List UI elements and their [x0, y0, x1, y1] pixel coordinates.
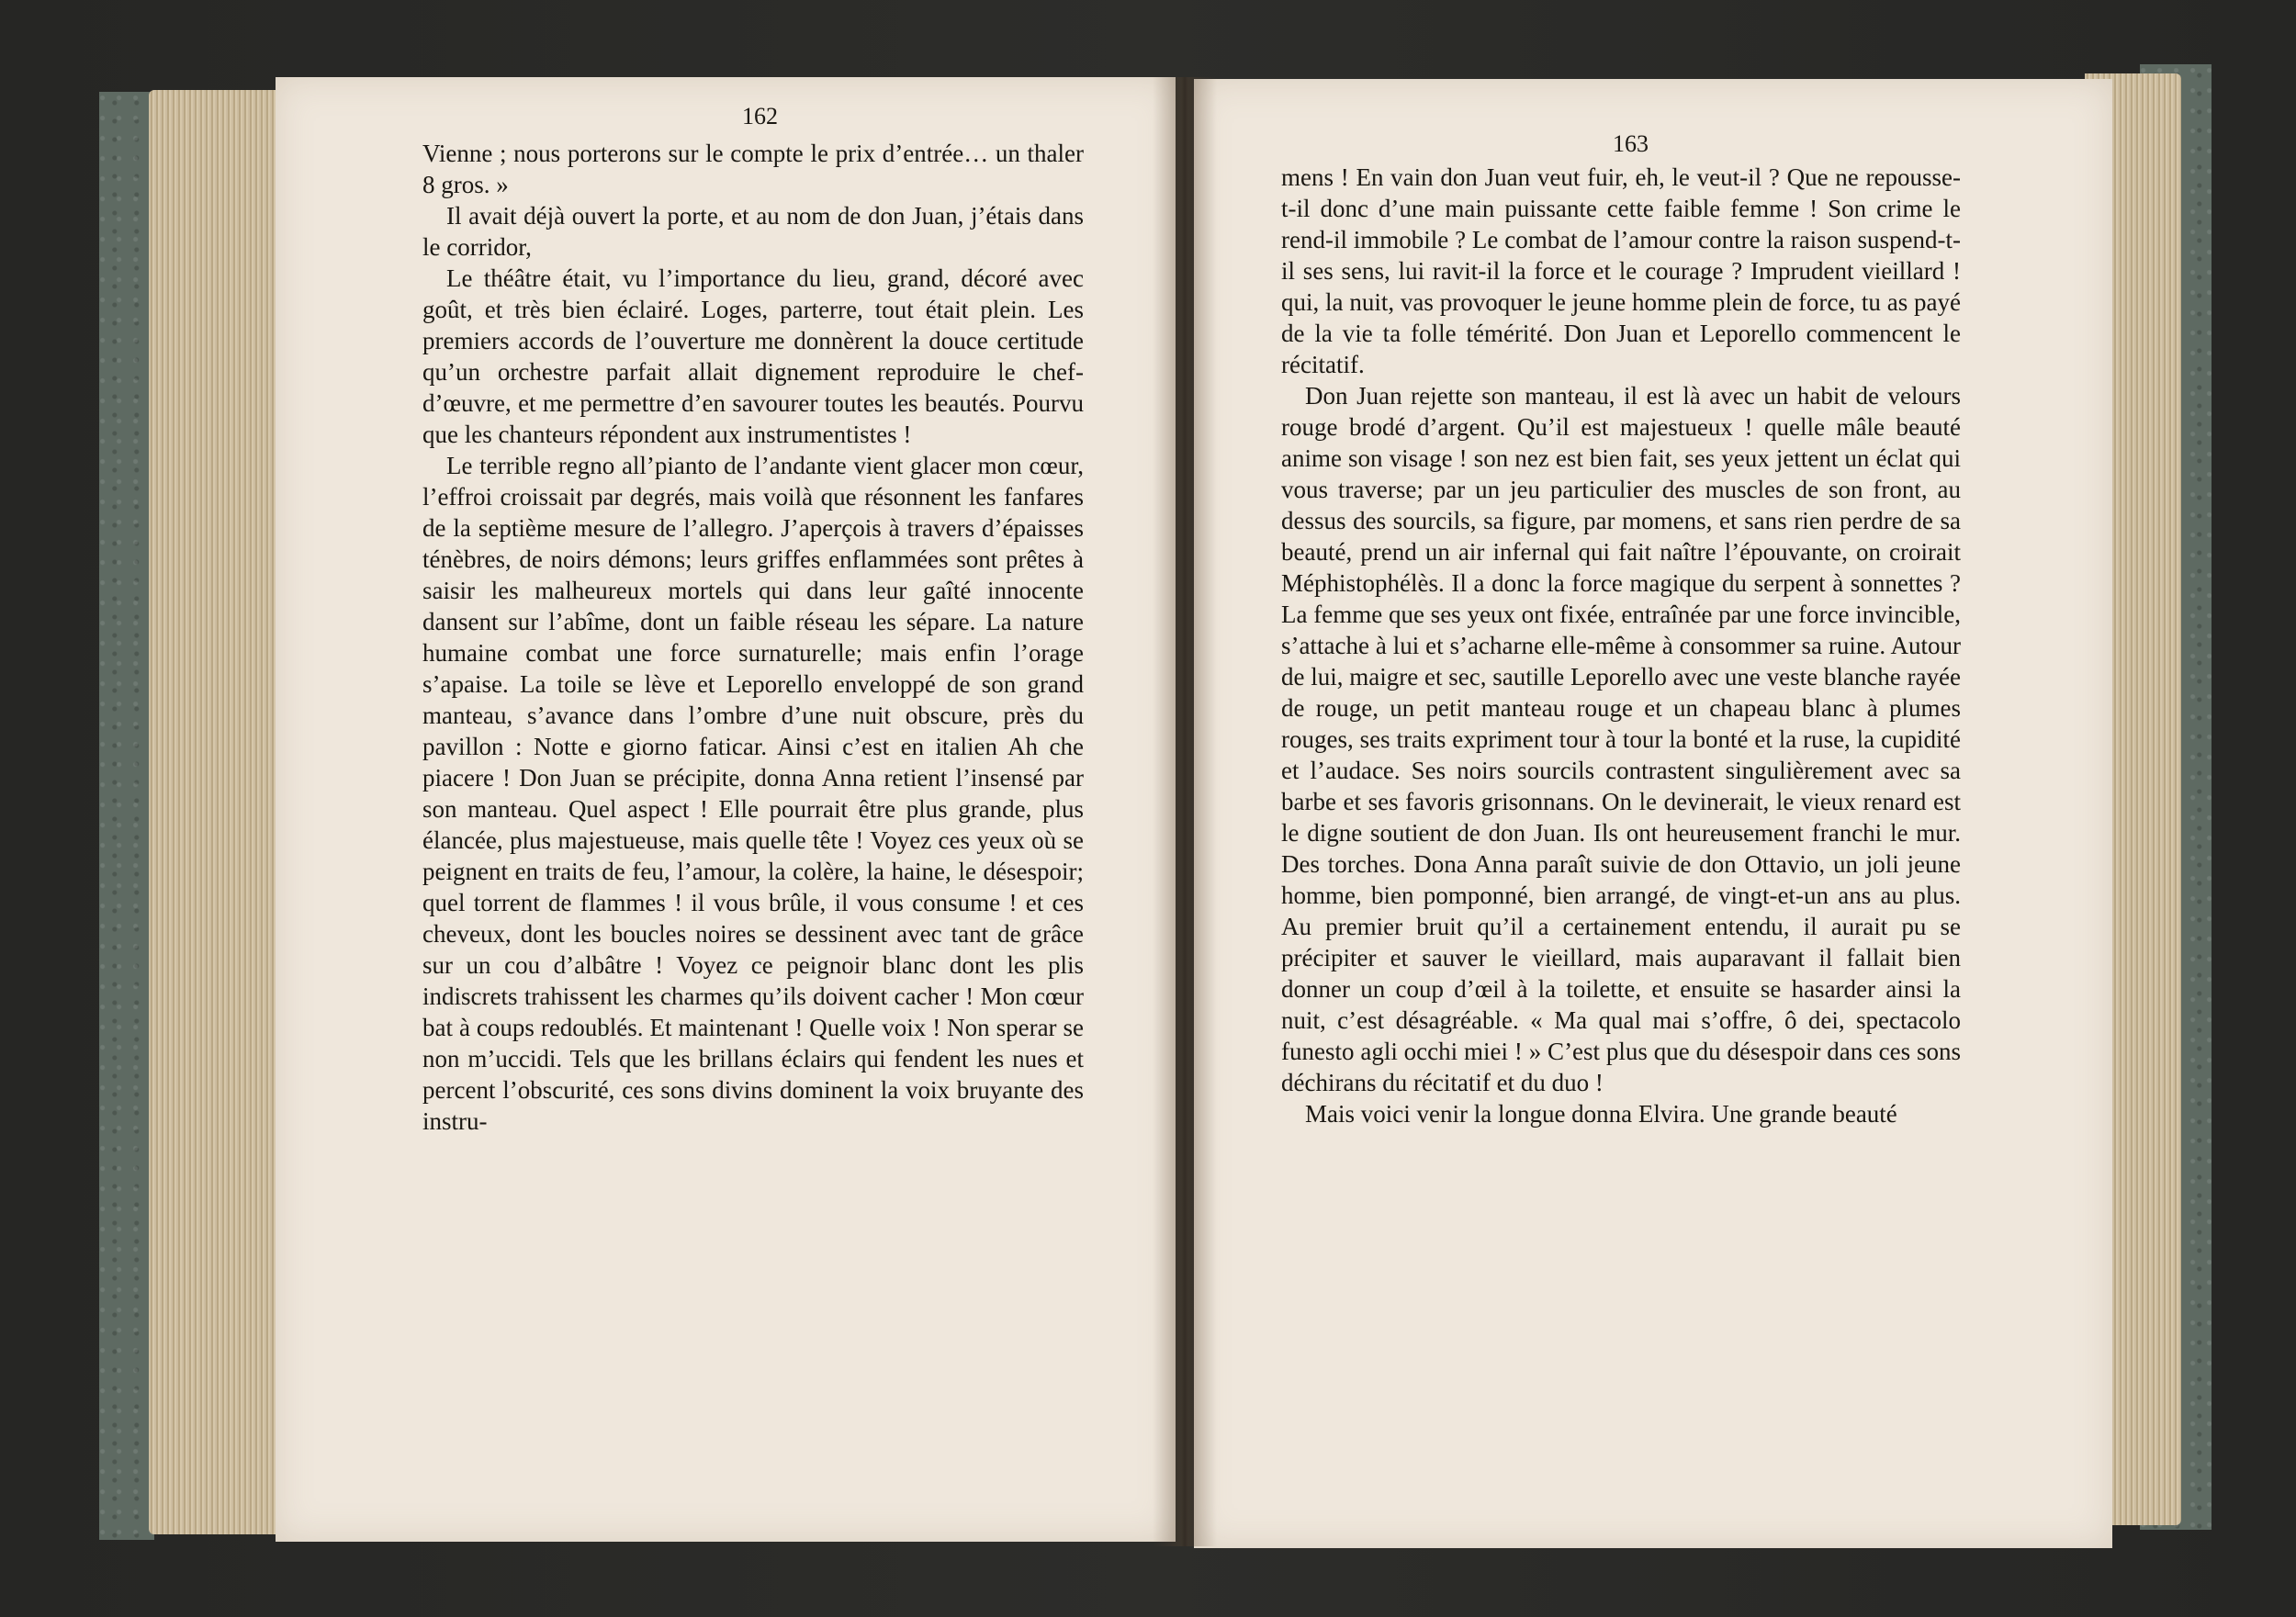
book-cover-left [99, 92, 154, 1540]
paragraph: Mais voici venir la longue donna Elvira. Une grande beauté [1305, 1100, 1897, 1128]
book-gutter [1153, 77, 1217, 1546]
paragraph: Vienne ; nous porterons sur le compte le prix d’entrée… un thaler 8 gros. » [422, 140, 1084, 198]
paragraph: mens ! En vain don Juan veut fuir, eh, le veut-il ? Que ne repousse-t-il donc d’une main puissante cette faible femme ! Son crime le rend-il immobile ? Le combat de l’amour contre la raison suspend-t-il ses sens, lui ravit-il la force et le courage ? Imprudent vieillard ! qui, la nuit, vas provoquer le jeune homme plein de force, tu as payé de la vie ta folle témérité. Don Juan et Leporello commencent le récitatif. [1281, 163, 1961, 378]
paragraph: Don Juan rejette son manteau, il est là avec un habit de velours rouge brodé d’argent. Qu’il est majestueux ! quelle mâle beauté anime son visage ! son nez est bien fait, ses yeux jettent un éclat qui vous traverse; par un jeu particulier des muscles de son front, au dessus des sourcils, sa figure, par momens, et sans rien perdre de sa beauté, prend un air infernal qui fait naître l’épouvante, on croirait Méphistophélès. Il a donc la force magique du serpent à sonnettes ? La femme que ses yeux ont fixée, entraînée par une force invincible, s’attache à lui et s’acharne elle-même à consommer sa ruine. Autour de lui, maigre et sec, sautille Leporello avec une veste blanche rayée de rouge, un petit manteau rouge et un chapeau blanc à plumes rouges, ses traits expriment tour à tour la bonté et la ruse, la cupidité et l’audace. Ses noirs sourcils contrastent singulièrement avec sa barbe et ses favoris grisonnans. On le devinerait, le vieux renard est le digne soutient de don Juan. Ils ont heureusement franchi le mur. Des torches. Dona Anna paraît suivie de don Ottavio, un joli jeune homme, bien pomponné, bien arrangé, de vingt-et-un ans au plus. Au premier bruit qu’il a certainement entendu, il aurait pu se précipiter et sauver le vieillard, mais auparavant il fallait bien donner un coup d’œil à la toilette, et ensuite se hasarder ainsi la nuit, c’est désagréable. « Ma qual mai s’offre, ô dei, spectacolo funesto agli occhi miei ! » C’est plus que du désespoir dans ces sons déchirans du récitatif et du duo ! [1281, 382, 1961, 1096]
paragraph: Il avait déjà ouvert la porte, et au nom de don Juan, j’étais dans le corridor, [422, 202, 1084, 261]
right-page-text [1281, 162, 1961, 1129]
page-number-left: 162 [742, 103, 778, 129]
paragraph: Le terrible regno all’pianto de l’andante vient glacer mon cœur, l’effroi croissait par degrés, mais voilà que résonnent les fanfares de la septième mesure de l’allegro. J’aperçois à travers d’épaisses ténèbres, de noirs démons; leurs griffes enflammées sont prêtes à saisir les malheureux mortels qui dans leur gaîté innocente dansent sur l’abîme, dont un faible réseau les sépare. La nature humaine combat une force surnaturelle; mais enfin l’orage s’apaise. La toile se lève et Leporello enveloppé de son grand manteau, s’avance dans l’ombre d’une nuit obscure, près du pavillon : Notte e giorno faticar. Ainsi c’est en italien Ah che piacere ! Don Juan se précipite, donna Anna retient l’insensé par son manteau. Quel aspect ! Elle pourrait être plus grande, plus élancée, plus majestueuse, mais quelle tête ! Voyez ces yeux où se peignent en traits de feu, l’amour, la colère, la haine, le désespoir; quel torrent de flammes ! il vous brûle, il vous consume ! et ces cheveux, dont les boucles noires se dessinent avec tant de grâce sur un cou d’albâtre ! Voyez ce peignoir blanc dont les plis indiscrets trahissent les charmes qu’ils doivent cacher ! Mon cœur bat à coups redoublés. Et maintenant ! Quelle voix ! Non sperar se non m’uccidi. Tels que les brillans éclairs qui fendent les nues et percent l’obscurité, ces sons divins dominent la voix bruyante des instru- [422, 452, 1084, 1135]
paragraph: Le théâtre était, vu l’importance du lieu, grand, décoré avec goût, et très bien éclairé. Loges, parterre, tout était plein. Les premiers accords de l’ouverture me donnèrent la douce certitude qu’un orchestre parfait allait dignement reproduire le chef-d’œuvre, et me permettre d’en savourer toutes les beautés. Pourvu que les chanteurs répondent aux instrumentistes ! [422, 264, 1084, 448]
page-edges-left [149, 90, 287, 1534]
page-number-right: 163 [1613, 130, 1649, 157]
left-page-text [422, 138, 1084, 1137]
